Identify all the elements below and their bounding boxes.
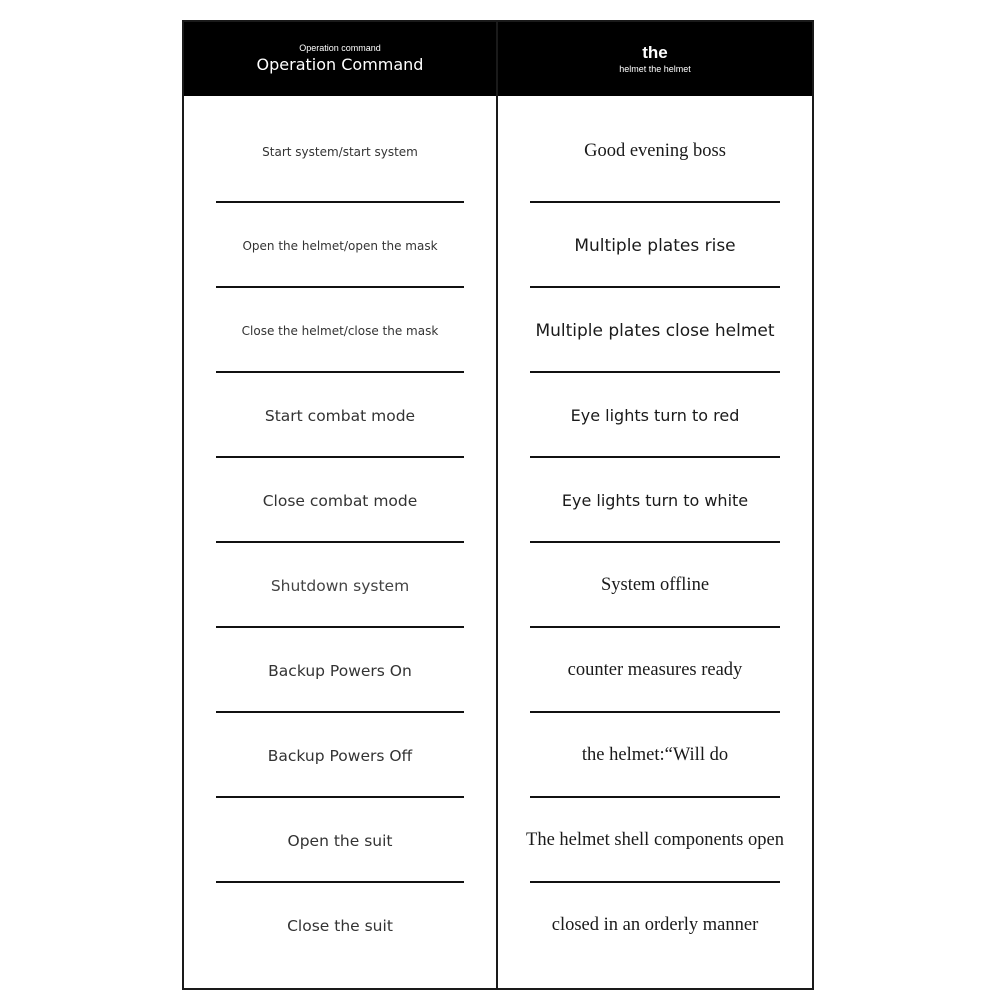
response-text: Eye lights turn to red (570, 406, 740, 425)
command-text: Close the suit (287, 916, 393, 935)
command-list (184, 96, 496, 968)
response-row (498, 203, 812, 288)
response-text: Multiple plates rise (574, 235, 736, 256)
command-row (184, 373, 496, 458)
command-text: Open the helmet/open the mask (242, 238, 438, 253)
command-row (184, 883, 496, 968)
command-header-title: Operation Command (256, 55, 424, 74)
response-header-small: helmet the helmet (619, 64, 691, 74)
command-column (184, 22, 498, 988)
command-text: Backup Powers Off (267, 746, 413, 765)
response-row (498, 543, 812, 628)
command-text: Close the helmet/close the mask (241, 323, 439, 338)
response-text: Multiple plates close helmet (535, 320, 775, 341)
command-row (184, 713, 496, 798)
response-row (498, 713, 812, 798)
response-text: System offline (600, 575, 710, 595)
response-row (498, 96, 812, 203)
response-row (498, 798, 812, 883)
command-column-header (184, 22, 496, 96)
command-row (184, 543, 496, 628)
command-row (184, 203, 496, 288)
command-text: Shutdown system (270, 576, 410, 595)
command-row (184, 458, 496, 543)
command-row (184, 628, 496, 713)
response-row (498, 458, 812, 543)
response-row (498, 373, 812, 458)
response-row (498, 288, 812, 373)
response-column (498, 22, 812, 988)
response-row (498, 883, 812, 968)
response-list (498, 96, 812, 968)
command-text: Start system/start system (262, 144, 418, 159)
command-row (184, 288, 496, 373)
response-text: Eye lights turn to white (561, 491, 749, 510)
response-column-header (498, 22, 812, 96)
command-text: Start combat mode (264, 406, 416, 425)
command-text: Backup Powers On (268, 661, 412, 680)
command-text: Open the suit (287, 831, 393, 850)
command-text: Close combat mode (262, 491, 418, 510)
command-table (182, 20, 814, 990)
response-row (498, 628, 812, 713)
response-text: Good evening boss (584, 141, 726, 161)
response-text: The helmet shell components open (526, 830, 784, 850)
response-text: counter measures ready (567, 660, 743, 680)
response-text: closed in an orderly manner (551, 915, 759, 935)
command-row (184, 96, 496, 203)
response-header-title: the (642, 43, 668, 62)
command-header-small: Operation command (299, 43, 381, 53)
command-row (184, 798, 496, 883)
response-text: the helmet:“Will do (581, 745, 729, 765)
